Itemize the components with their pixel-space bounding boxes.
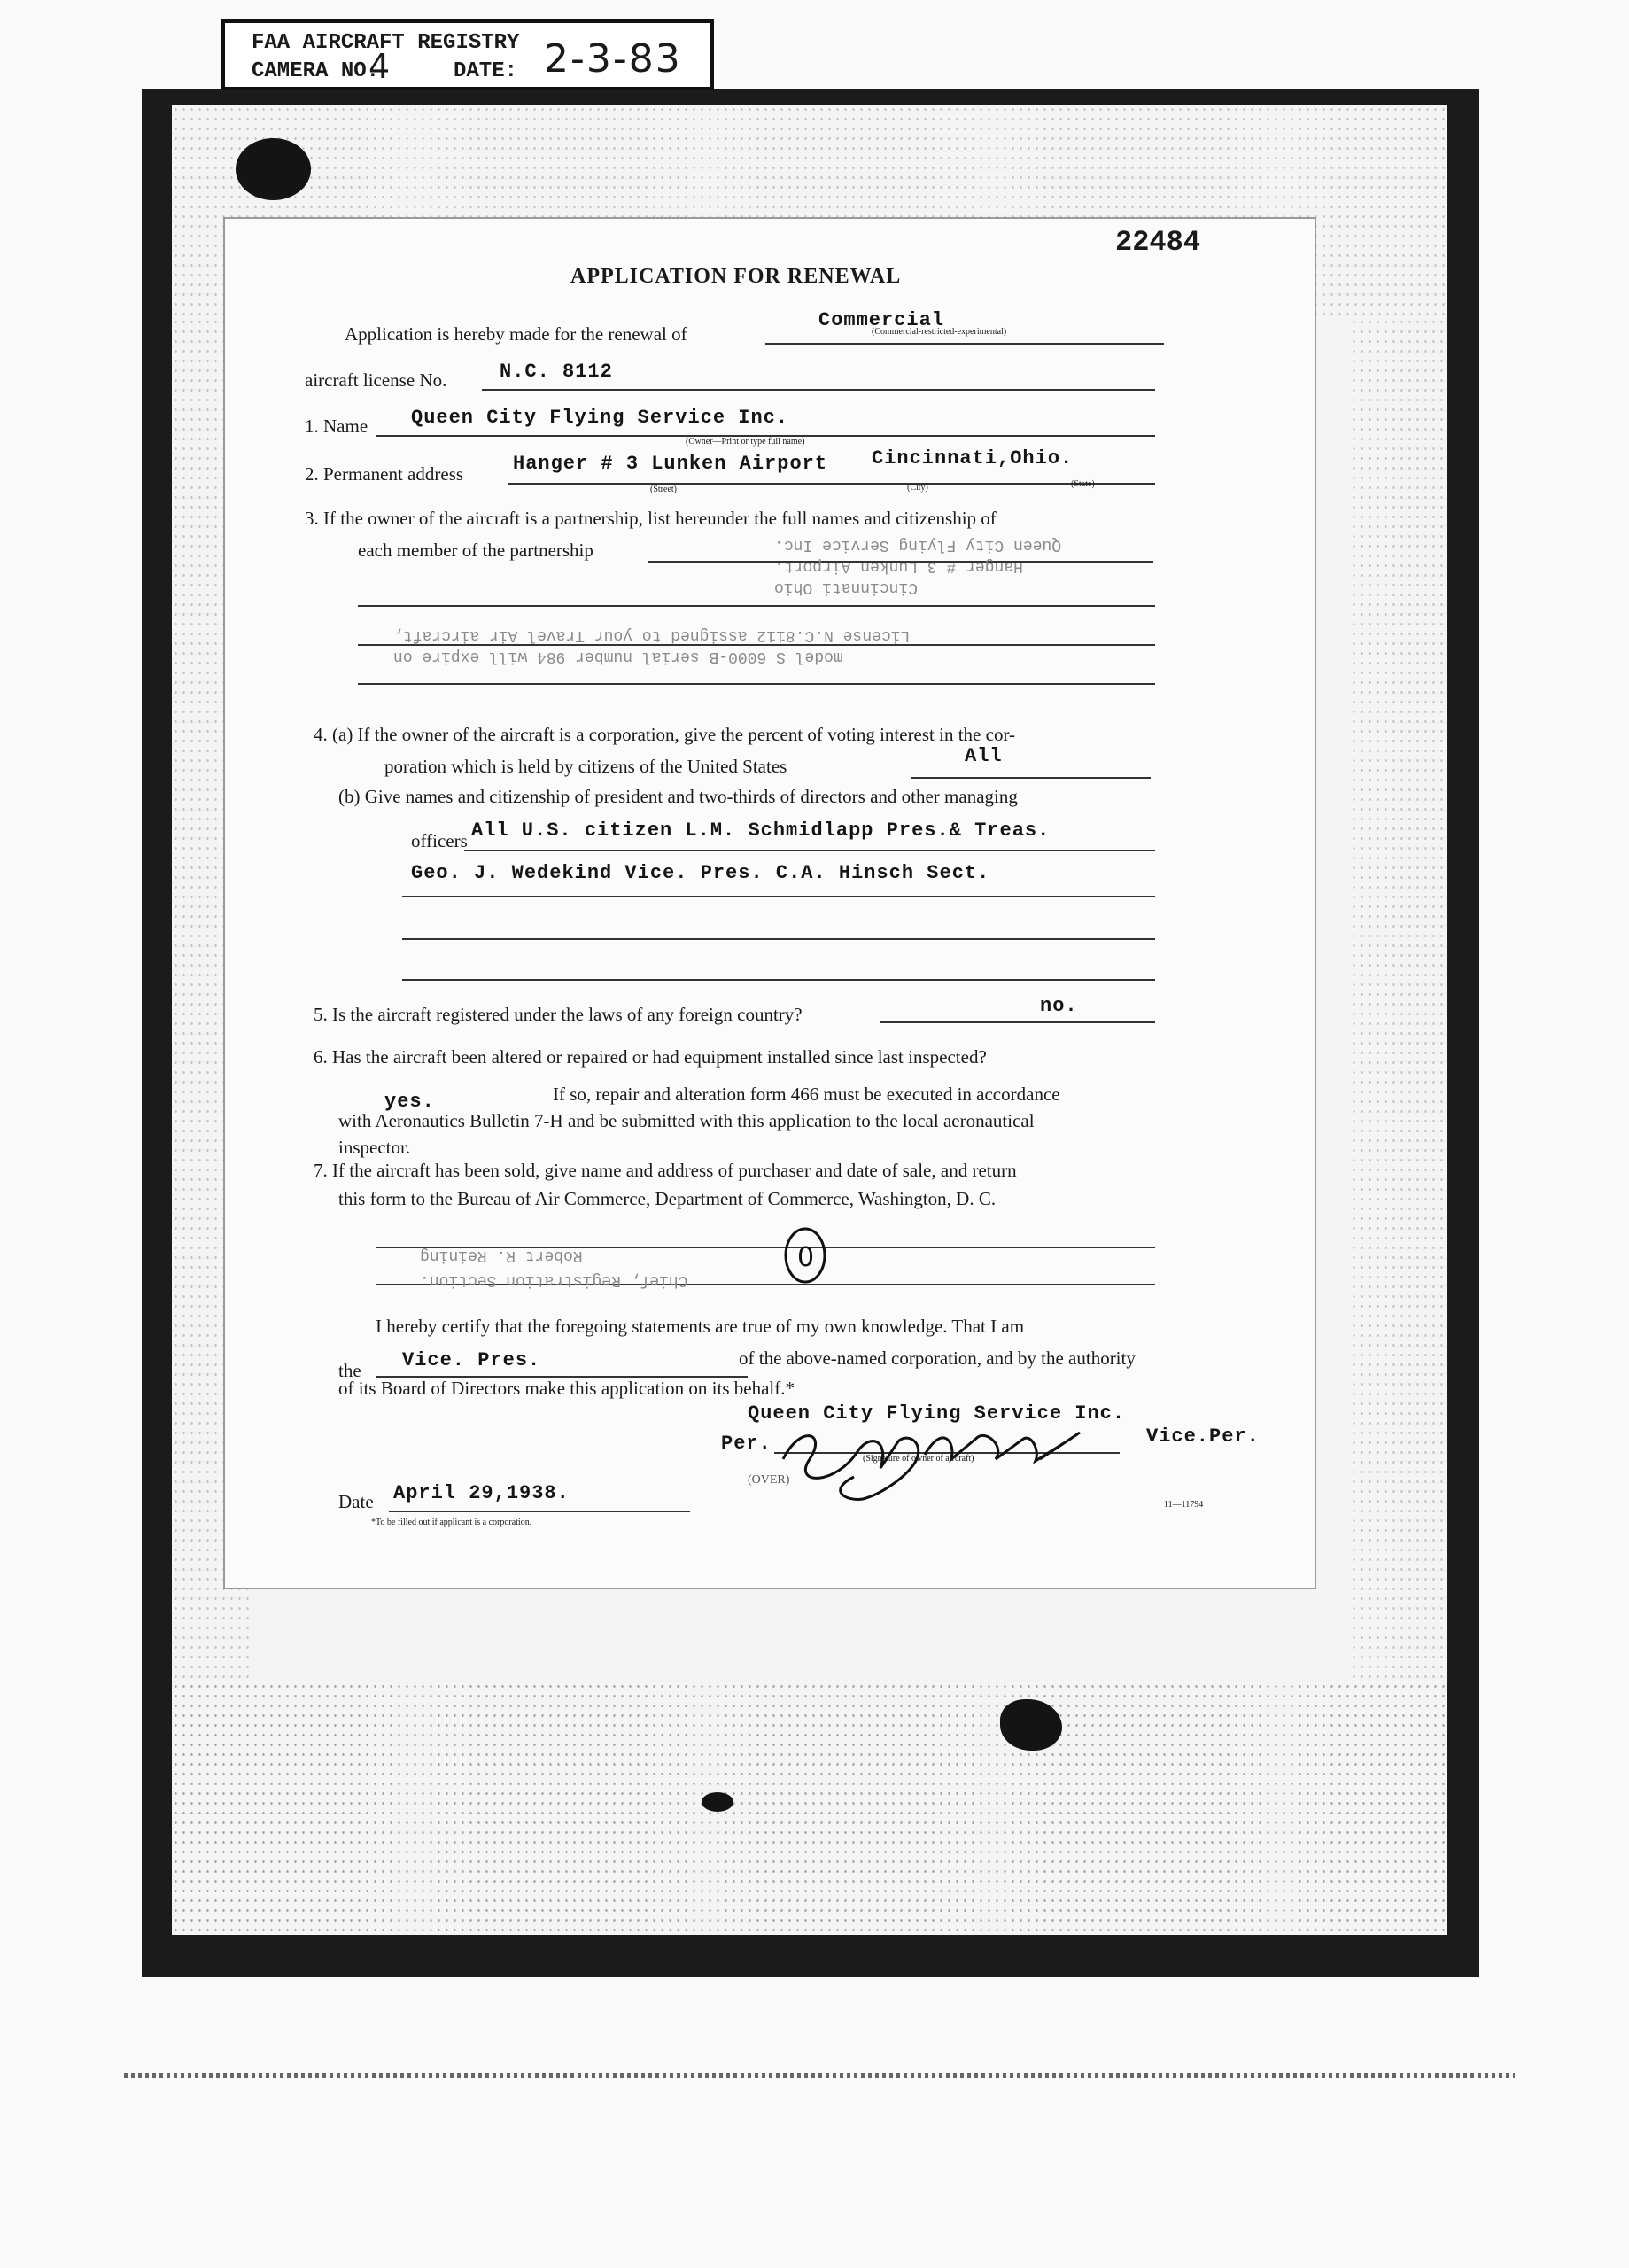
certify-line2: of the above-named corporation, and by the authority: [739, 1348, 1136, 1369]
q2-city: Cincinnati,Ohio.: [872, 447, 1074, 470]
q2-hint-city: (City): [907, 483, 928, 493]
stamp-date-label: DATE:: [454, 59, 518, 83]
q1-owner-name: Queen City Flying Service Inc.: [411, 407, 789, 429]
q4b-line1: (b) Give names and citizenship of president and two-thirds of directors and other managing: [338, 786, 1018, 807]
stamp-camera-label: CAMERA NO.: [252, 59, 380, 83]
bleed-through-text: License N.C.8112 assigned to your Travel Air aircraft,: [393, 626, 911, 644]
form-title: APPLICATION FOR RENEWAL: [570, 265, 902, 288]
q2-street: Hanger # 3 Lunken Airport: [513, 453, 828, 475]
certify-line3: of its Board of Directors make this application on its behalf.*: [338, 1378, 795, 1399]
signer-title: Vice.Per.: [1146, 1425, 1260, 1448]
q4a-line1: 4. (a) If the owner of the aircraft is a corporation, give the percent of voting interest in the cor-: [314, 724, 1016, 745]
stamp-camera-number: 4: [368, 47, 392, 86]
q5-value: no.: [1040, 995, 1078, 1017]
application-form: [223, 217, 1316, 1589]
form-code: 11—11794: [1164, 1500, 1204, 1510]
q4b-line-c: [402, 903, 1155, 940]
q4b-line-d: [402, 944, 1155, 981]
stamp-date: 2-3-83: [544, 36, 682, 82]
q2-hint-street: (Street): [650, 485, 677, 494]
bleed-through-text: Chief, Registration Section.: [420, 1271, 688, 1289]
q6-value: yes.: [384, 1091, 435, 1113]
q1-hint: (Owner—Print or type full name): [686, 437, 805, 447]
ink-blotch: [236, 138, 311, 200]
certify-line1: I hereby certify that the foregoing statements are true of my own knowledge. That I am: [376, 1316, 1025, 1337]
bleed-through-text: Robert R. Reining: [420, 1247, 583, 1264]
q7-line-a: [376, 1211, 1155, 1248]
signer-per: Per.: [721, 1433, 772, 1455]
q6-line4: inspector.: [338, 1137, 411, 1158]
license-label: aircraft license No.: [305, 369, 447, 391]
bleed-through-text: Queen City Flying Service Inc.: [774, 536, 1062, 554]
license-number: N.C. 8112: [500, 361, 613, 383]
serial-number: 22484: [1115, 226, 1201, 259]
ink-blotch: [702, 1792, 733, 1812]
bleed-through-text: Cincinnati Ohio: [774, 579, 919, 596]
renewal-type-hint: (Commercial-restricted-experimental): [872, 327, 1007, 337]
intro-text: Application is hereby made for the renewal of: [345, 323, 687, 345]
q2-hint-state: (State): [1071, 479, 1095, 489]
signer-company: Queen City Flying Service Inc.: [748, 1402, 1126, 1425]
q7-mark: 0: [797, 1242, 815, 1273]
stamp-title: FAA AIRCRAFT REGISTRY: [252, 31, 520, 55]
date-label: Date: [338, 1491, 374, 1512]
bleed-through-text: Hanger # 3 Lunken Airport.: [774, 557, 1023, 575]
q4a-line: [911, 742, 1151, 779]
q4a-value: All: [965, 745, 1003, 767]
date-value: April 29,1938.: [393, 1482, 570, 1504]
q4b-officers-1: All U.S. citizen L.M. Schmidlapp Pres.& Treas.: [471, 819, 1051, 842]
q5-line: [880, 986, 1155, 1023]
speckle-right: [1350, 317, 1447, 1682]
q6-line2: If so, repair and alteration form 466 must be executed in accordance: [553, 1084, 1060, 1105]
q4b-officers-2: Geo. J. Wedekind Vice. Pres. C.A. Hinsch Sect.: [411, 862, 990, 884]
certify-the: the: [338, 1360, 361, 1381]
q7-line2: this form to the Bureau of Air Commerce, Department of Commerce, Washington, D. C.: [338, 1188, 997, 1209]
q1-label: 1. Name: [305, 416, 368, 437]
q2-label: 2. Permanent address: [305, 463, 464, 485]
signature-hint: (Signature of owner of aircraft): [863, 1454, 974, 1464]
q4a-line2: poration which is held by citizens of the United States: [384, 756, 787, 777]
q5-label: 5. Is the aircraft registered under the laws of any foreign country?: [314, 1004, 803, 1025]
q6-line1: 6. Has the aircraft been altered or repaired or had equipment installed since last inspected?: [314, 1046, 987, 1068]
copy-edge: [124, 2073, 1515, 2078]
registry-stamp: [221, 19, 714, 90]
q7-line1: 7. If the aircraft has been sold, give name and address of purchaser and date of sale, and return: [314, 1160, 1017, 1181]
footnote: *To be filled out if applicant is a corporation.: [371, 1518, 532, 1527]
q6-line3: with Aeronautics Bulletin 7-H and be submitted with this application to the local aeronautical: [338, 1110, 1035, 1131]
over-note: (OVER): [748, 1473, 790, 1487]
bleed-through-text: model S 6000-B serial number 984 will expire on: [393, 648, 843, 665]
q3-line1: 3. If the owner of the aircraft is a partnership, list hereunder the full names and citizenship of: [305, 508, 997, 529]
q3-line2: each member of the partnership: [358, 540, 593, 561]
certify-role: Vice. Pres.: [402, 1349, 541, 1371]
q3-line-b: [358, 570, 1155, 607]
renewal-type-value: Commercial: [818, 309, 945, 331]
handwritten-zero-mark: [774, 1220, 836, 1291]
speckle-bottom: [172, 1682, 1447, 1935]
q4b-officers-label: officers: [411, 830, 468, 851]
